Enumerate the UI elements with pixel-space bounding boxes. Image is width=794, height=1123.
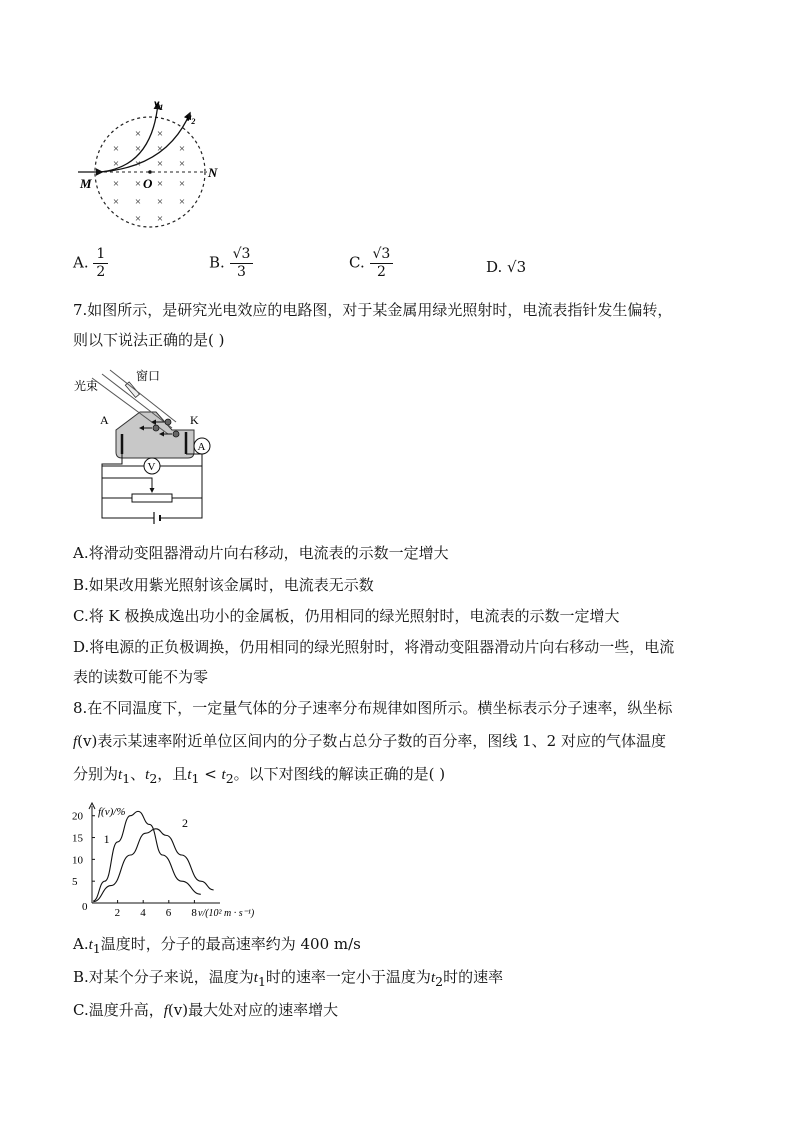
svg-text:×: ×: [134, 196, 142, 208]
q7-option-b[interactable]: B.如果改用紫光照射该金属时，电流表无示数: [73, 576, 374, 594]
label-o: O: [143, 176, 153, 191]
svg-text:×: ×: [156, 143, 164, 155]
x-tick-label: 4: [140, 907, 146, 919]
svg-text:V: V: [147, 461, 156, 473]
x-axis-label: v/(10² m · s⁻¹): [198, 908, 255, 919]
series-line-2: [93, 829, 213, 902]
photoelectric-circuit-figure: [72, 366, 222, 528]
q6-option-d[interactable]: D. √3: [486, 258, 527, 276]
svg-text:A: A: [197, 441, 206, 453]
label-m: M: [80, 176, 92, 191]
svg-text:×: ×: [134, 128, 142, 140]
label-k: K: [190, 413, 199, 427]
label-v1: $v_1$: [154, 96, 164, 112]
y-axis-label: f(v)/%: [98, 806, 126, 818]
svg-text:×: ×: [156, 213, 164, 225]
svg-text:×: ×: [134, 143, 142, 155]
x-tick-label: 2: [114, 907, 121, 919]
q7-option-c[interactable]: C.将 K 极换成逸出功小的金属板，仍用相同的绿光照射时，电流表的示数一定增大: [73, 607, 620, 625]
y-tick-label: 5: [72, 876, 78, 889]
svg-text:×: ×: [178, 143, 186, 155]
svg-text:×: ×: [134, 178, 142, 190]
q8-option-a[interactable]: $A.t_1$温度时，分子的最高速率约为 400 m/s: [73, 935, 361, 956]
svg-text:×: ×: [178, 158, 186, 170]
label-v2: $v_2$: [186, 110, 196, 126]
q8-option-b[interactable]: B.对某个分子来说，温度为$t_1$时的速率一定小于温度为$t_2$时的速率: [73, 968, 504, 989]
svg-text:×: ×: [156, 128, 164, 140]
svg-text:×: ×: [112, 178, 120, 190]
magnetic-field-figure: [72, 95, 232, 230]
q7-stem-line2: 则以下说法正确的是( ): [73, 331, 225, 349]
rheostat: [132, 494, 172, 502]
svg-text:×: ×: [156, 196, 164, 208]
svg-text:×: ×: [156, 178, 164, 190]
trajectory-v1: [100, 103, 158, 172]
center-dot: [148, 170, 152, 174]
phototube: [116, 412, 194, 458]
q8-stem-line2: f(v)表示某速率附近单位区间内的分子数占总分子数的百分率，图线 1、2 对应的气体温度: [73, 732, 666, 750]
q6-option-c[interactable]: C. $\frac{√3}{2}$: [349, 246, 393, 281]
q7-stem-line1: 7.如图所示，是研究光电效应的电路图，对于某金属用绿光照射时，电流表指针发生偏转，: [73, 301, 673, 319]
q8-stem-line3: 分别为$t_1$、$t_2$，且$t_1 < t_2$。以下对图线的解读正确的是( ): [73, 765, 446, 786]
q8-stem-line1: 8.在不同温度下，一定量气体的分子速率分布规律如图所示。横坐标表示分子速率，纵坐标: [73, 699, 673, 717]
q7-option-d-line2[interactable]: 表的读数可能不为零: [73, 668, 209, 686]
svg-text:×: ×: [134, 213, 142, 225]
svg-text:×: ×: [134, 158, 142, 170]
x-tick-label: 6: [165, 907, 172, 919]
y-tick-label: 10: [72, 854, 83, 867]
svg-text:×: ×: [178, 196, 186, 208]
q7-option-d-line1[interactable]: D.将电源的正负极调换，仍用相同的绿光照射时，将滑动变阻器滑动片向右移动一些，电流: [73, 638, 675, 656]
origin-label: 0: [82, 901, 88, 913]
q8-option-c[interactable]: C.温度升高，f(v)最大处对应的速率增大: [73, 1001, 339, 1019]
series-label-1: 1: [103, 831, 110, 846]
q6-option-b[interactable]: B. $\frac{√3}{3}$: [209, 246, 253, 281]
svg-text:×: ×: [178, 178, 186, 190]
label-a: A: [100, 413, 109, 427]
svg-text:×: ×: [112, 143, 120, 155]
label-n: N: [208, 165, 218, 180]
svg-text:×: ×: [112, 158, 120, 170]
svg-text:×: ×: [112, 196, 120, 208]
q6-option-a[interactable]: A. $\frac{1}{2}$: [73, 246, 108, 281]
q7-option-a[interactable]: A.将滑动变阻器滑动片向右移动，电流表的示数一定增大: [73, 544, 449, 562]
x-tick-label: 8: [191, 907, 197, 919]
y-tick-label: 20: [72, 810, 83, 823]
svg-text:×: ×: [156, 158, 164, 170]
label-light: 光束: [74, 379, 99, 393]
label-window: 窗口: [136, 369, 161, 383]
series-label-2: 2: [182, 815, 188, 830]
speed-distribution-chart: [70, 800, 290, 925]
y-tick-label: 15: [72, 832, 83, 845]
